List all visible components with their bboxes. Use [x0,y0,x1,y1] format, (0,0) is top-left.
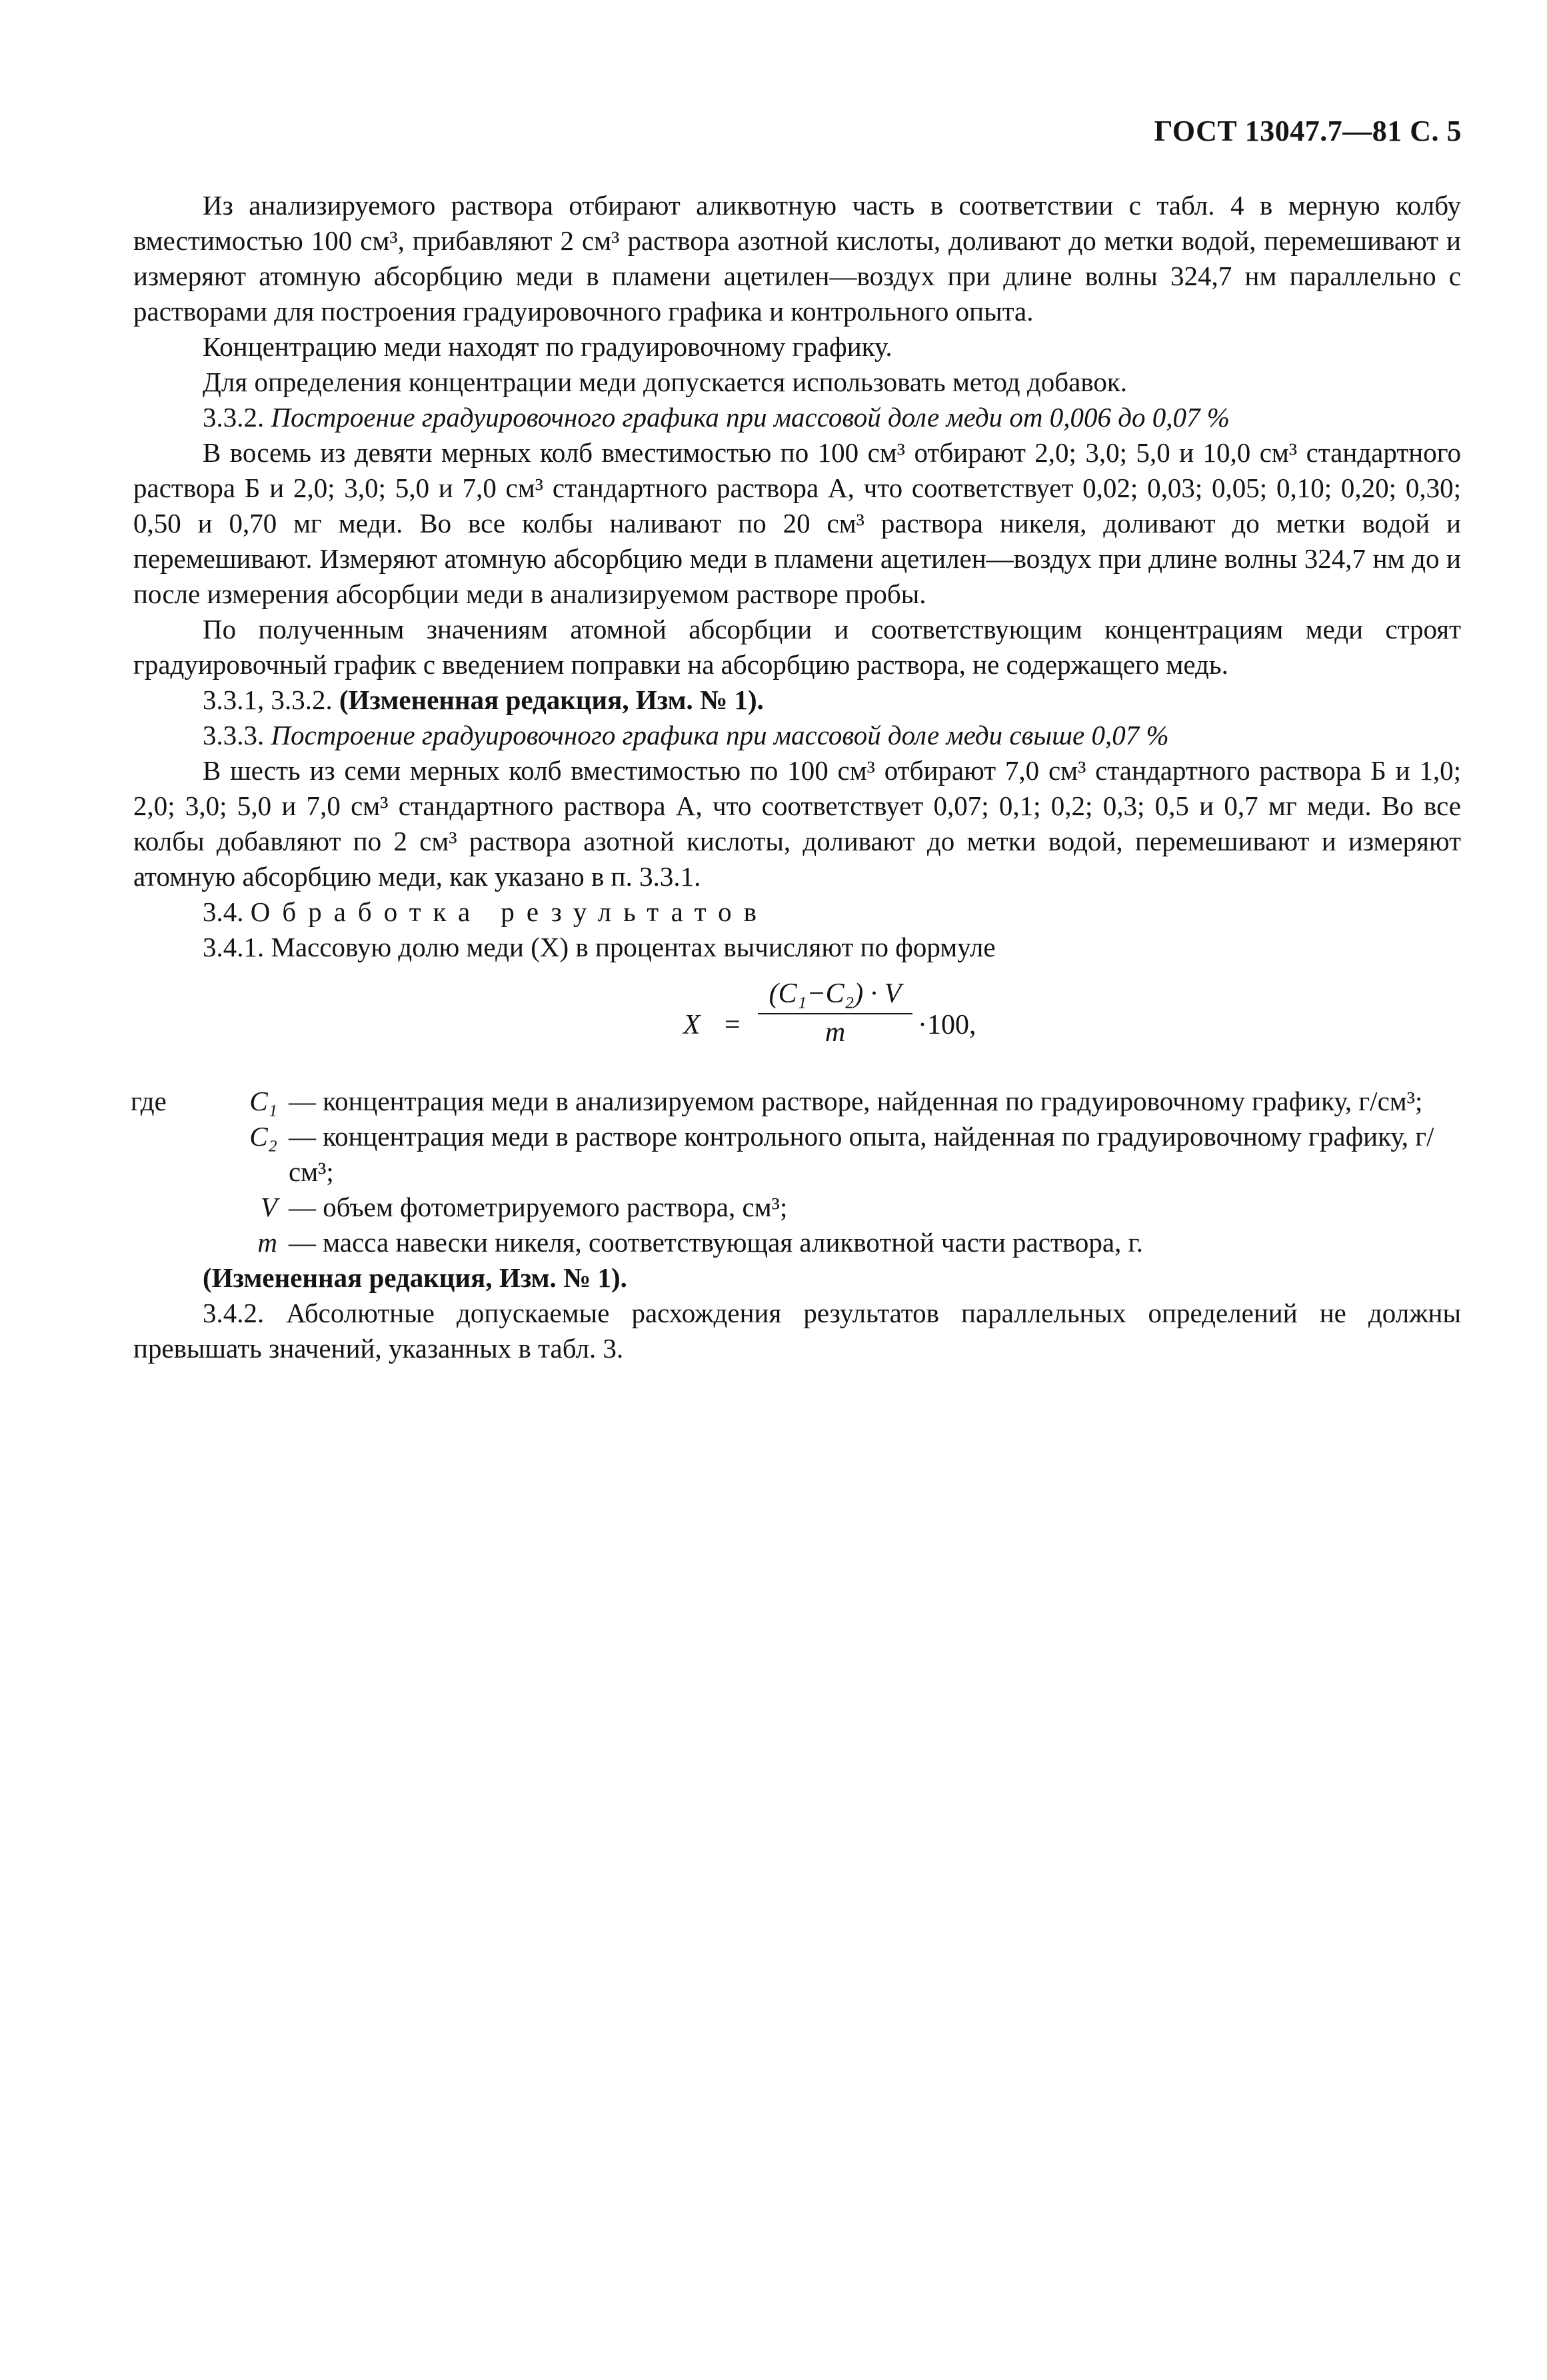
legend-description: — концентрация меди в растворе контрольного опыта, найденная по градуировочному графику, г/см³; [289,1121,1434,1187]
section-3-4-heading [133,894,1461,930]
section-title: Построение градуировочного графика при массовой доле меди свыше 0,07 % [271,720,1169,750]
formula-multiplier: ·100, [918,1010,976,1040]
section-number: 3.4. [203,896,244,927]
legend-item [133,1190,1461,1225]
legend-symbol: C₂ [249,1121,277,1152]
paragraph-additions-method: Для определения концентрации меди допускается использовать метод добавок. [203,367,1128,397]
paragraph-calibration-low: В восемь из девяти мерных колб вместимостью по 100 см³ отбирают 2,0; 3,0; 5,0 и 10,0 см³ стандартного раствора Б и 2,0; 3,0; 5,0 и 7,0 см³ стандартного раствора А, что соответствует 0,02; 0,03; 0,05; 0,10; 0,20; 0,30; 0,50 и 0,70 мг меди. Во все колбы наливают по 20 см³ раствора никеля, доливают до метки водой и перемешивают. Измеряют атомную абсорбцию меди в пламени ацетилен—воздух при длине волны 324,7 нм до и после измерения абсорбции меди в анализируемом растворе пробы. [133,437,1461,609]
amendment-note-2: (Измененная редакция, Изм. № 1). [203,1262,627,1293]
formula-block [133,965,1461,1077]
legend-description: — концентрация меди в анализируемом растворе, найденная по градуировочному графику, г/см³; [289,1086,1423,1116]
formula-denominator: m [824,1017,846,1048]
amendment-text: (Измененная редакция, Изм. № 1). [339,684,764,715]
legend-symbol: m [257,1227,277,1258]
legend-symbol: V [260,1192,277,1222]
legend-description: — масса навески никеля, соответствующая аликвотной части раствора, г. [289,1227,1144,1258]
paragraph-formula-intro: 3.4.1. Массовую долю меди (X) в процентах вычисляют по формуле [203,932,996,962]
paragraph-tolerances: 3.4.2. Абсолютные допускаемые расхождения результатов параллельных определений не должны превышать значений, указанных в табл. 3. [133,1298,1461,1364]
section-number: 3.3.2. [203,402,265,433]
section-title: Построение градуировочного графика при массовой доле меди от 0,006 до 0,07 % [271,402,1230,433]
legend-item [133,1225,1461,1260]
section-3-3-2-heading [133,400,1461,435]
section-number: 3.3.3. [203,720,265,750]
formula-numerator: (C₁−C₂) · V [769,978,902,1009]
formula-lhs: X [683,1010,701,1040]
formula-legend [133,1084,1461,1260]
fraction-bar [758,1013,912,1014]
formula-fraction [758,978,912,1048]
page-header: ГОСТ 13047.7—81 С. 5 [1154,115,1462,147]
section-3-3-3-heading [133,718,1461,753]
legend-item [133,1084,1461,1119]
document-body [133,188,1461,1366]
paragraph-concentration: Концентрацию меди находят по градуировочному графику. [203,331,892,362]
amendment-note-1 [133,682,1461,718]
amendment-ref: 3.3.1, 3.3.2. [203,684,333,715]
paragraph-calibration-high: В шесть из семи мерных колб вместимостью по 100 см³ отбирают 7,0 см³ стандартного раствора Б и 1,0; 2,0; 3,0; 5,0 и 7,0 см³ стандартного раствора А, что соответствует 0,07; 0,1; 0,2; 0,3; 0,5 и 0,7 мг меди. Во все колбы добавляют по 2 см³ раствора азотной кислоты, доливают до метки водой, перемешивают и измеряют атомную абсорбцию меди, как указано в п. 3.3.1. [133,755,1461,892]
legend-lead: где [131,1086,167,1116]
paragraph-calibration-graph: По полученным значениям атомной абсорбции и соответствующим концентрациям меди строят градуировочный график с введением поправки на абсорбцию раствора, не содержащего медь. [133,614,1461,680]
legend-description: — объем фотометрируемого раствора, см³; [289,1192,788,1222]
formula-equals: = [725,1010,741,1040]
section-title: Обработка результатов [250,896,769,927]
legend-item [133,1119,1461,1190]
legend-symbol: C₁ [249,1086,277,1116]
paragraph-aliquot: Из анализируемого раствора отбирают аликвотную часть в соответствии с табл. 4 в мерную колбу вместимостью 100 см³, прибавляют 2 см³ раствора азотной кислоты, доливают до метки водой, перемешивают и измеряют атомную абсорбцию меди в пламени ацетилен—воздух при длине волны 324,7 нм параллельно с растворами для построения градуировочного графика и контрольного опыта. [133,190,1461,327]
